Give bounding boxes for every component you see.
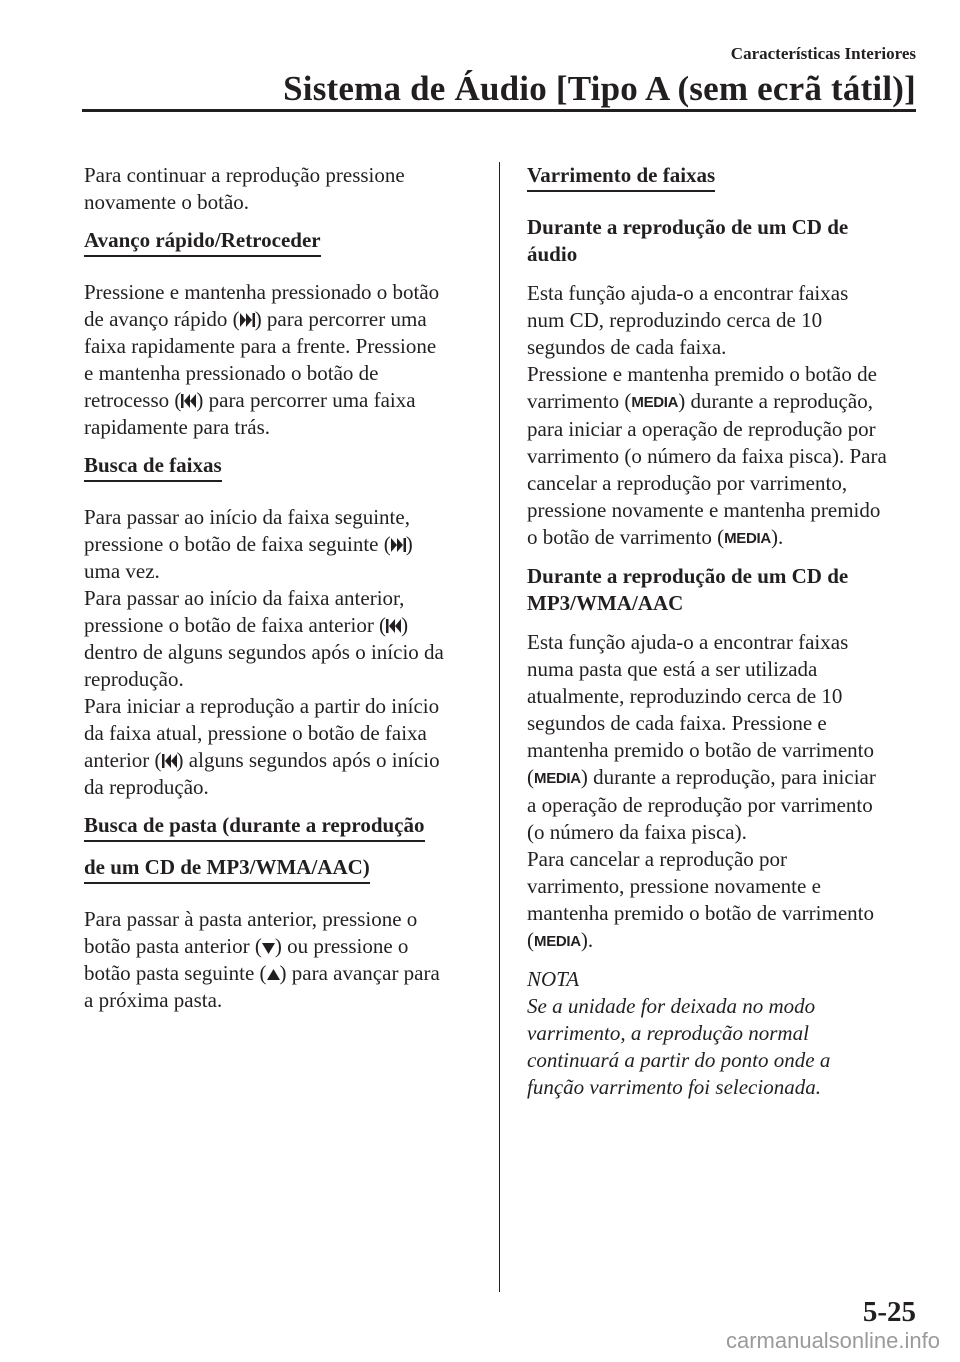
subheading-track-search: Busca de faixas	[84, 452, 222, 482]
paragraph-track-search: Para passar ao início da faixa seguinte, pressione o botão de faixa seguinte ( ) uma vez. Para passar ao início da faixa anterior, pressione o botão de faixa anterior ( ) dentro de alguns segundos após o início da reprodução. Para iniciar a reprodução a partir do início da faixa atual, pressione o botão de faixa anterior ( ) alguns segundos após o início da reprodução.	[84, 505, 444, 799]
paragraph-audio-cd: Esta função ajuda-o a encontrar faixas num CD, reproduzindo cerca de 10 segundos de cada faixa. Pressione e mantenha premido o botão de varrimento (MEDIA) durante a reprodução, para iniciar a operação de reprodução por varrimento (o número da faixa pisca). Para cancelar a reprodução por varrimento, pressione novamente e mantenha premido o botão de varrimento (MEDIA).	[527, 280, 919, 552]
rewind-icon	[181, 394, 196, 408]
left-column	[84, 162, 476, 1025]
right-column	[527, 162, 919, 1101]
rewind-icon	[386, 619, 401, 633]
note-text: Se a unidade for deixada no modo varrimento, a reprodução normal continuará a partir do ponto onde a função varrimento foi selecionada.	[527, 994, 831, 1099]
up-triangle-icon	[267, 969, 280, 981]
heading-mp3-cd: Durante a reprodução de um CD de MP3/WMA/AAC	[527, 564, 849, 615]
fast-forward-icon	[240, 313, 255, 327]
watermark: carmanualsonline.info	[725, 1328, 940, 1353]
page-number: 5-25	[862, 1296, 916, 1328]
subheading-fast-forward: Avanço rápido/Retroceder	[84, 227, 321, 257]
column-divider	[499, 162, 500, 1292]
down-triangle-icon	[262, 942, 275, 954]
paragraph-mp3-cd: Esta função ajuda-o a encontrar faixas numa pasta que está a ser utilizada atualmente, reproduzindo cerca de 10 segundos de cada faixa. Pressione e mantenha premido o botão de varrimento (MEDIA) durante a reprodução, para iniciar a operação de reprodução por varrimento (o número da faixa pisca). Para cancelar a reprodução por varrimento, pressione novamente e mantenha premido o botão de varrimento (MEDIA).	[527, 629, 919, 955]
media-icon: MEDIA	[724, 530, 771, 547]
subheading-folder-search-line1: Busca de pasta (durante a reprodução	[84, 812, 425, 842]
media-icon: MEDIA	[631, 394, 679, 411]
paragraph-folder-search: Para passar à pasta anterior, pressione o botão pasta anterior ( ) ou pressione o botão pasta seguinte ( ) para avançar para a próxima pasta.	[84, 907, 440, 1012]
fast-forward-icon	[391, 538, 406, 552]
paragraph-fast-forward: Pressione e mantenha pressionado o botão de avanço rápido ( ) para percorrer uma faixa rapidamente para a frente. Pressione e mantenha pressionado o botão de retrocesso ( ) para percorrer uma faixa rapidamente para trás.	[84, 280, 440, 439]
paragraph-continue: Para continuar a reprodução pressione novamente o botão.	[84, 163, 405, 214]
rewind-icon	[162, 754, 177, 768]
page-header	[82, 44, 916, 111]
chapter-title: Sistema de Áudio [Tipo A (sem ecrã tátil)]	[283, 69, 916, 108]
subheading-track-scan: Varrimento de faixas	[527, 162, 715, 192]
heading-audio-cd: Durante a reprodução de um CD de áudio	[527, 215, 849, 266]
header-rule	[82, 109, 916, 112]
note-label: NOTA	[527, 967, 580, 991]
subheading-folder-search-line2: de um CD de MP3/WMA/AAC)	[84, 854, 370, 884]
section-label: Características Interiores	[730, 44, 916, 63]
media-icon: MEDIA	[534, 933, 581, 950]
media-icon: MEDIA	[534, 770, 581, 787]
